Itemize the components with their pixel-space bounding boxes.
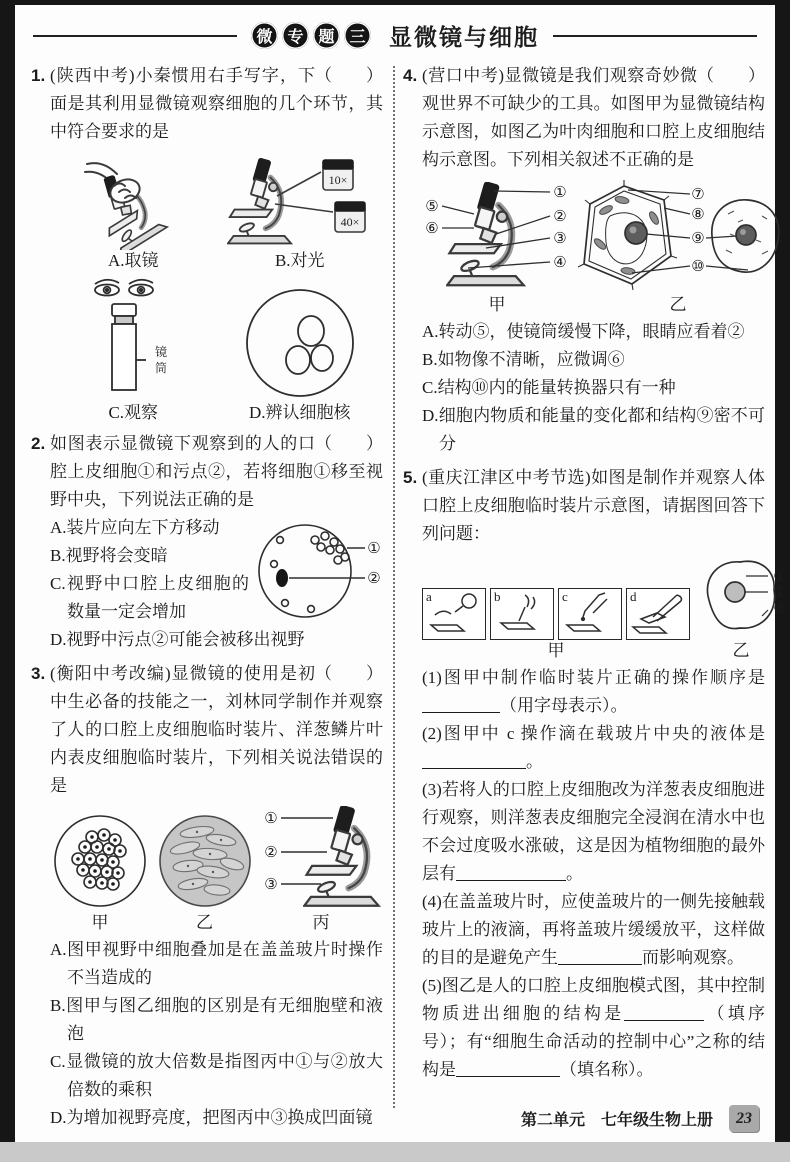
option-a: A.图甲视野中细胞叠加是在盖盖玻片时操作不当造成的 xyxy=(50,940,383,987)
q1-figure-grid xyxy=(50,150,383,424)
callout-1: ① xyxy=(553,185,567,201)
answer-blank[interactable] xyxy=(624,1005,704,1021)
tube-label-char2: 筒 xyxy=(155,361,168,375)
callout-4: ④ xyxy=(553,255,567,271)
q1-option-d-figure xyxy=(217,276,384,424)
question-stem: (衡阳中考改编)显微镜的使用是初中生必备的技能之一，刘林同学制作并观察了人的口腔上皮细胞临时装片、洋葱鳞片叶内表皮细胞临时装片，下列相关说法错误的是 xyxy=(50,664,383,795)
panel-letter: a xyxy=(426,589,432,604)
answer-bracket: （ ） xyxy=(315,664,383,683)
subquestion-text: （用字母表示）。 xyxy=(500,696,628,715)
q1-option-c-figure xyxy=(50,276,217,424)
q3-caption-jia: 甲 xyxy=(91,913,109,932)
footer-book: 七年级生物上册 xyxy=(600,1112,713,1129)
tube-label-char1: 镜 xyxy=(155,345,168,359)
callout-3: ③ xyxy=(773,601,787,617)
q3-figure-bing xyxy=(259,804,383,934)
subquestion-text: （填名称）。 xyxy=(560,1060,654,1079)
plant-and-animal-cell-icon xyxy=(572,178,784,294)
panel-letter: c xyxy=(562,589,568,604)
q1-option-a-figure xyxy=(50,150,217,272)
gargle-and-swab-icon xyxy=(423,589,483,637)
dropper-icon xyxy=(559,589,619,637)
q4-figure-jia xyxy=(422,178,572,316)
answer-blank[interactable] xyxy=(558,949,642,965)
header-rule-right xyxy=(553,35,757,37)
subquestion-1 xyxy=(422,664,765,720)
cheek-cells-view-icon xyxy=(50,810,150,912)
question-number: 4. xyxy=(403,66,418,85)
slide-prep-panels xyxy=(422,588,690,640)
subquestion-text: 。 xyxy=(526,752,543,771)
subquestion-text: 而影响观察。 xyxy=(642,948,744,967)
q3-caption-yi: 乙 xyxy=(196,913,213,932)
subquestion-text: (3)若将人的口腔上皮细胞改为洋葱表皮细胞进行观察，则洋葱表皮细胞完全浸润在清水中也不会过度吸水涨破，这是因为植物细胞的最外层有 xyxy=(422,780,765,883)
q1-option-b-figure xyxy=(217,150,384,272)
q3-figure-jia xyxy=(50,810,150,934)
eyes-over-tube-icon xyxy=(83,276,183,402)
callout-1: ① xyxy=(773,569,787,585)
header-rule-left xyxy=(33,35,237,37)
panel-letter: d xyxy=(630,589,637,604)
topic-badges xyxy=(251,22,371,49)
q3-figure-yi xyxy=(155,810,255,934)
panel-a xyxy=(422,588,486,640)
dirt-spot xyxy=(276,569,288,587)
callout-2: ② xyxy=(553,209,567,225)
question-number: 3. xyxy=(31,664,46,683)
option-b: B.图甲与图乙细胞的区别是有无细胞壁和液泡 xyxy=(50,996,383,1043)
plant-nucleus xyxy=(625,222,647,244)
badge-char: 专 xyxy=(282,22,309,49)
badge-char: 微 xyxy=(251,22,278,49)
callout-7: ⑦ xyxy=(691,187,705,203)
right-column xyxy=(403,62,787,1138)
option-d: D.细胞内物质和能量的变化都和结构⑨密不可分 xyxy=(422,406,765,453)
q3-figure-row xyxy=(50,804,383,934)
option-d: D.为增加视野亮度，把图丙中③换成凹面镜 xyxy=(50,1108,373,1127)
option-a: A.装片应向左下方移动 xyxy=(50,518,220,537)
badge-char: 题 xyxy=(313,22,340,49)
q5-figure-jia xyxy=(422,588,690,662)
q5-figure-yi xyxy=(690,552,790,662)
lens-label-10x: 10× xyxy=(328,173,348,187)
question-number: 5. xyxy=(403,468,418,487)
badge-char: 三 xyxy=(344,22,371,49)
subquestion-text: （填序号）；有“细胞生命活动的控制中心”之称的结构是 xyxy=(422,1004,766,1079)
left-column xyxy=(31,62,383,1138)
answer-bracket: （ ） xyxy=(315,66,383,85)
callout-1: ① xyxy=(367,541,381,557)
callout-10: ⑩ xyxy=(691,259,705,275)
option-c: C.视野中口腔上皮细胞的数量一定会增加 xyxy=(50,574,249,621)
q4-caption-yi: 乙 xyxy=(669,295,687,314)
panel-c xyxy=(558,588,622,640)
question-stem: (陕西中考)小秦惯用右手写字，下面是其利用显微镜观察细胞的几个环节，其中符合要求的是 xyxy=(50,66,383,141)
answer-blank[interactable] xyxy=(456,865,566,881)
page-footer xyxy=(521,1105,759,1132)
callout-2: ② xyxy=(264,845,278,861)
q1-option-a-label: A.取镜 xyxy=(107,251,159,270)
option-c: C.显微镜的放大倍数是指图丙中①与②放大倍数的乘积 xyxy=(50,1052,383,1099)
q4-figure-yi xyxy=(572,178,784,316)
subquestion-3 xyxy=(422,776,765,888)
page-title: 显微镜与细胞 xyxy=(389,25,539,50)
question-2 xyxy=(31,430,383,654)
scan-bottom-band xyxy=(0,1142,790,1162)
lens-label-40x: 40× xyxy=(340,215,360,229)
callout-2: ② xyxy=(367,571,381,587)
question-4 xyxy=(403,62,765,458)
workbook-page xyxy=(15,5,787,1142)
panel-d xyxy=(626,588,690,640)
callout-2: ② xyxy=(773,585,787,601)
question-1 xyxy=(31,62,383,424)
q1-option-c-label: C.观察 xyxy=(108,403,159,422)
option-b: B.如物像不清晰，应微调⑥ xyxy=(422,350,625,369)
labeled-microscope-icon xyxy=(259,804,383,912)
column-divider xyxy=(393,66,395,1108)
answer-blank[interactable] xyxy=(422,753,526,769)
callout-1: ① xyxy=(264,811,278,827)
q4-figure-row xyxy=(422,178,765,316)
q5-figure-row xyxy=(422,552,787,662)
round-cells xyxy=(72,829,126,890)
callout-3: ③ xyxy=(264,877,278,893)
footer-unit: 第二单元 xyxy=(520,1112,585,1129)
option-c: C.结构⑩内的能量转换器只有一种 xyxy=(422,378,676,397)
subquestion-text: (1)图甲中制作临时装片正确的操作顺序是 xyxy=(422,668,765,687)
subquestion-text: (4)在盖盖玻片时，应使盖玻片的一侧先接触载玻片上的液滴，再将盖玻片缓缓放平，这样做的目的是避免产生 xyxy=(422,892,765,967)
callout-8: ⑧ xyxy=(691,207,705,223)
cheek-cell-model-icon xyxy=(690,552,790,640)
labeled-microscope-icon xyxy=(422,178,572,294)
question-stem: (营口中考)显微镜是我们观察奇妙微观世界不可缺少的工具。如图甲为显微镜结构示意图，如图乙为叶肉细胞和口腔上皮细胞结构示意图。下列相关叙述不正确的是 xyxy=(422,66,765,169)
hand-holding-microscope-icon xyxy=(81,158,185,250)
option-a: A.转动⑤，使镜筒缓慢下降，眼睛应看着② xyxy=(422,322,745,341)
question-stem: 如图表示显微镜下观察到的人的口腔上皮细胞①和污点②，若将细胞①移至视野中央，下列说法正确的是 xyxy=(50,434,383,509)
option-b: B.视野将会变暗 xyxy=(50,546,168,565)
callout-9: ⑨ xyxy=(691,231,705,247)
panel-b xyxy=(490,588,554,640)
q1-option-d-label: D.辨认细胞核 xyxy=(248,403,351,422)
subquestion-text: 。 xyxy=(566,864,583,883)
q5-caption-yi: 乙 xyxy=(732,641,750,660)
question-stem: (重庆江津区中考节选)如图是制作并观察人体口腔上皮细胞临时装片示意图，请据图回答下列问题： xyxy=(422,468,765,543)
answer-blank[interactable] xyxy=(456,1061,560,1077)
answer-bracket: （ ） xyxy=(315,434,383,453)
q5-caption-jia: 甲 xyxy=(547,641,565,660)
page-number-badge: 23 xyxy=(729,1105,759,1132)
callout-5: ⑤ xyxy=(425,199,439,215)
question-number: 2. xyxy=(31,434,46,453)
subquestion-2 xyxy=(422,720,765,776)
nucleus xyxy=(725,582,745,602)
panel-letter: b xyxy=(494,589,501,604)
callout-6: ⑥ xyxy=(425,221,439,237)
subquestion-5 xyxy=(422,972,765,1084)
option-d: D.视野中污点②可能会被移出视野 xyxy=(50,630,305,649)
cell-cluster xyxy=(311,532,349,564)
q1-option-b-label: B.对光 xyxy=(274,251,325,270)
microscope-with-lenses-icon xyxy=(225,150,375,250)
subquestion-text: (5)图乙是人的口腔上皮细胞模式图，其中控制物质进出细胞的结构是 xyxy=(422,976,765,1023)
field-of-view-icon xyxy=(255,516,383,626)
question-3 xyxy=(31,660,383,1132)
answer-bracket: （ ） xyxy=(697,66,765,85)
page-header xyxy=(15,5,775,56)
q4-caption-jia: 甲 xyxy=(488,295,506,314)
question-number: 1. xyxy=(31,66,46,85)
cell-view-circle-icon xyxy=(241,284,359,402)
question-5 xyxy=(403,464,787,1084)
animal-nucleus xyxy=(736,225,756,245)
subquestion-text: (2)图甲中 c 操作滴在载玻片中央的液体是 xyxy=(422,724,765,743)
onion-cells-view-icon xyxy=(155,810,255,912)
callout-3: ③ xyxy=(553,231,567,247)
q3-caption-bing: 丙 xyxy=(312,913,330,932)
subquestion-4 xyxy=(422,888,765,972)
answer-blank[interactable] xyxy=(422,697,500,713)
